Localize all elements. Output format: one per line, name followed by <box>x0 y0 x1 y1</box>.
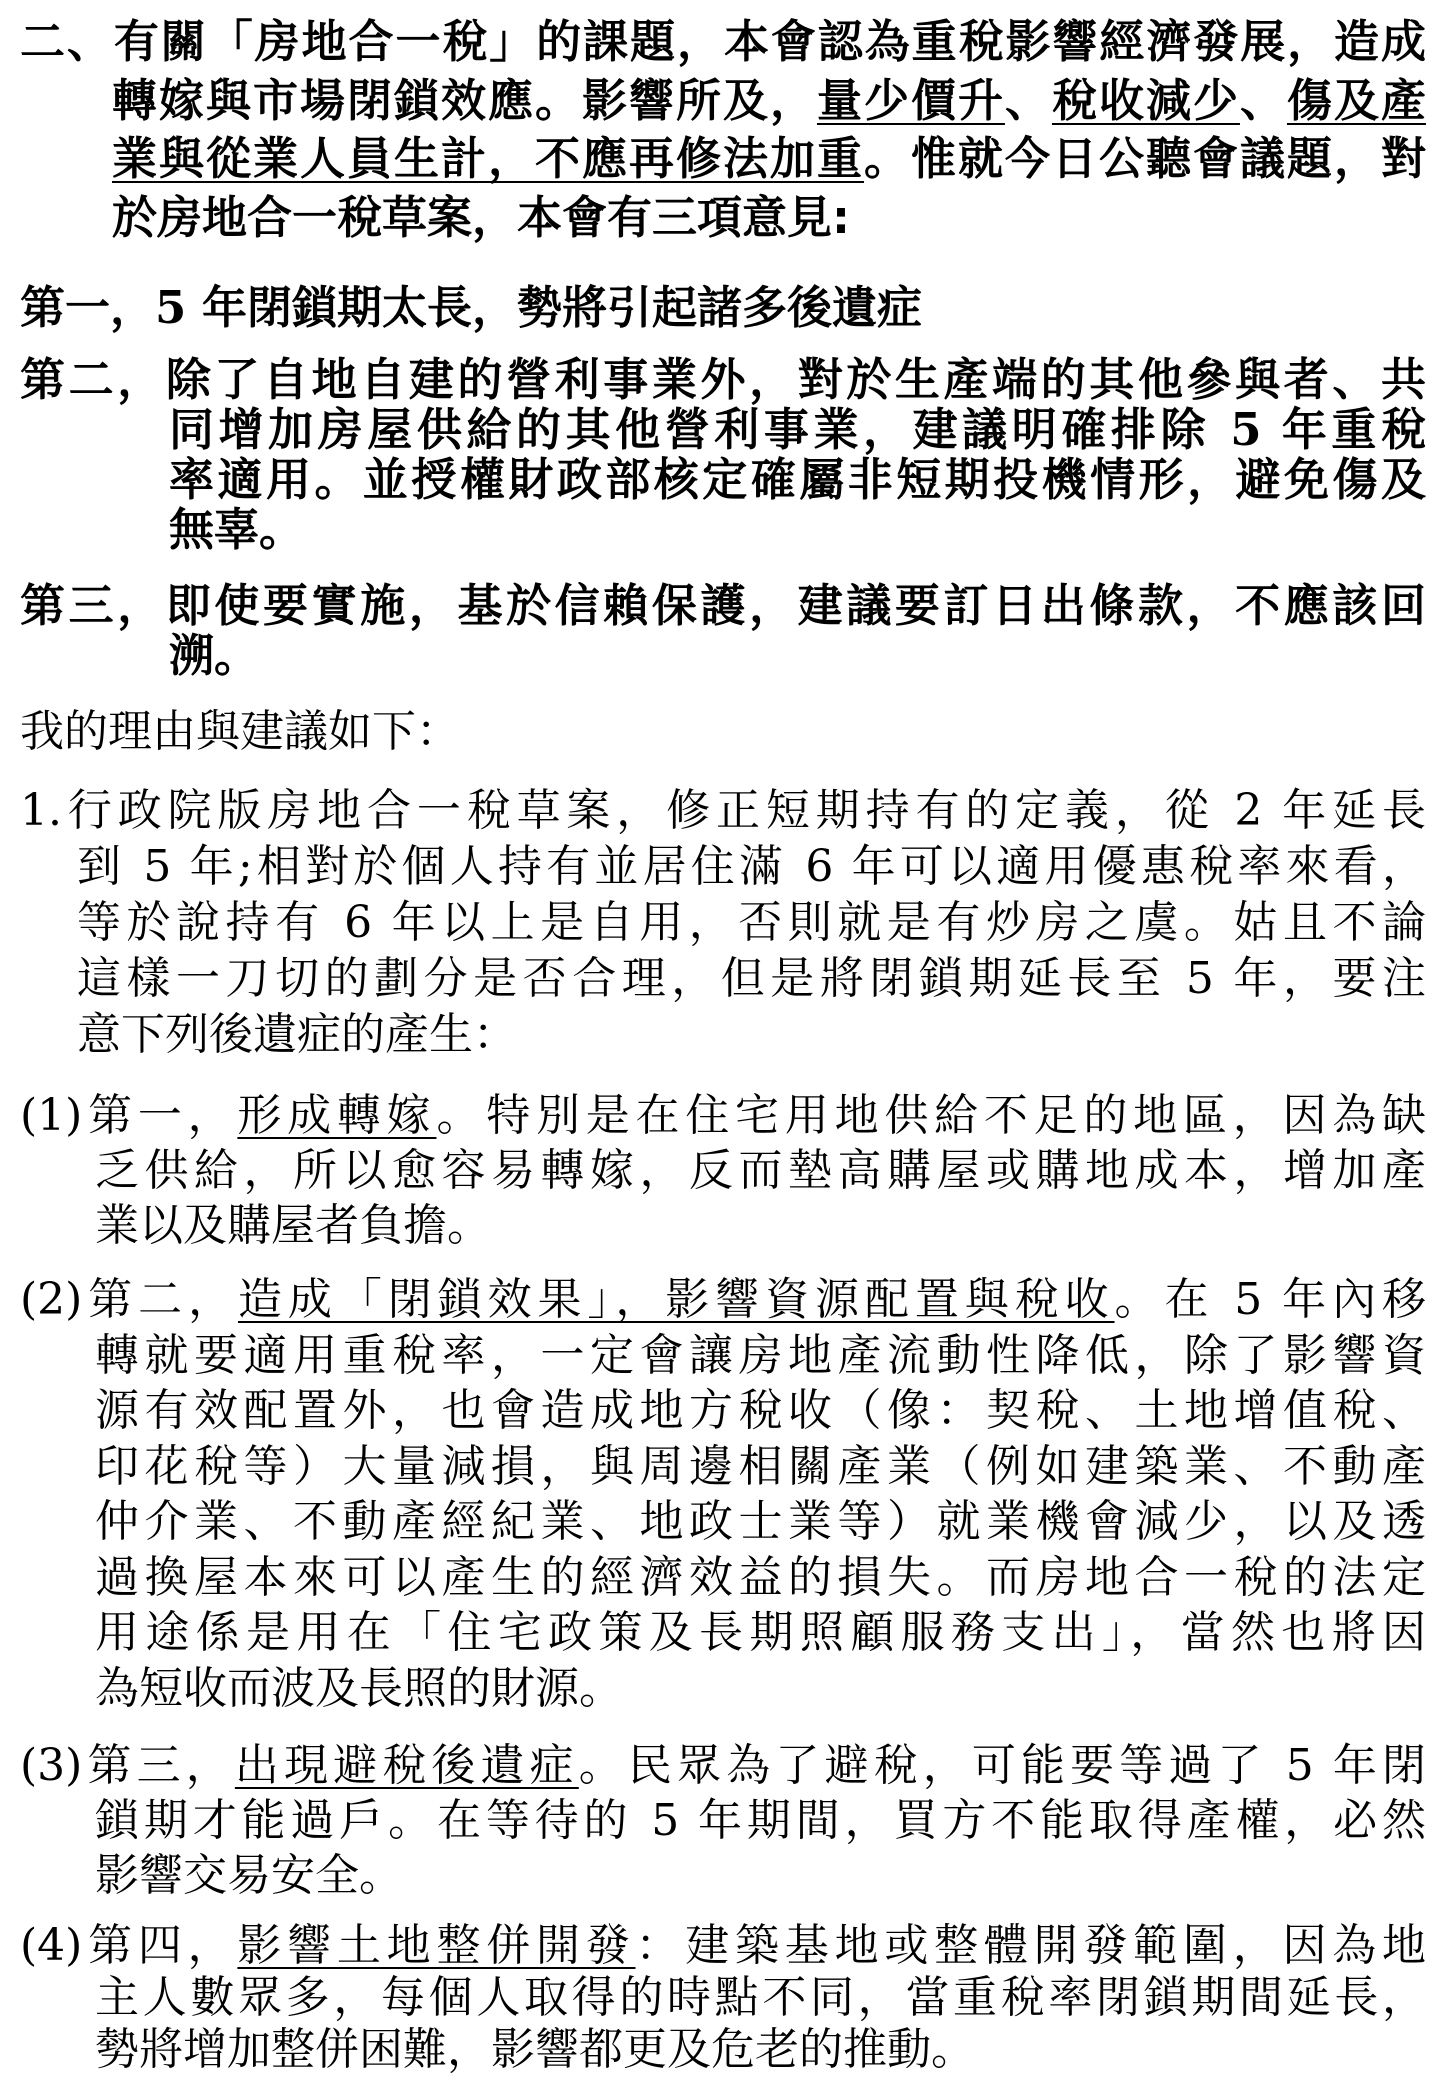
text-line <box>20 1738 1426 1793</box>
text-line <box>20 405 1426 455</box>
underlined-phrase: 影響土地整併開發 <box>237 1920 636 1971</box>
sub-point-four <box>20 1920 1426 2076</box>
text-line <box>20 783 1426 839</box>
text-segment: 過換屋本來可以產生的經濟效益的損失。而房地合一稅的法定 <box>95 1551 1426 1603</box>
section-two-intro <box>20 13 1426 247</box>
text-segment: 溯。 <box>169 629 260 682</box>
text-line <box>20 455 1426 505</box>
sub-point-three <box>20 1738 1426 1903</box>
text-segment: 於房地合一稅草案，本會有三項意見: <box>112 190 850 244</box>
underlined-phrase: 出現避稅後遺症 <box>234 1740 579 1791</box>
text-segment: 印花稅等）大量減損，與周邊相關產業（例如建築業、不動產 <box>95 1440 1426 1492</box>
text-segment: 、 <box>1004 73 1052 127</box>
text-segment: 。特別是在住宅用地供給不足的地區，因為缺 <box>436 1090 1426 1141</box>
opinion-two <box>20 355 1426 555</box>
text-line <box>20 1550 1426 1606</box>
text-segment: 乏供給，所以愈容易轉嫁，反而墊高購屋或購地成本，增加產 <box>95 1145 1426 1196</box>
reasons-heading <box>20 707 1426 757</box>
text-segment: 轉嫁與市場閉鎖效應。影響所及， <box>112 73 817 127</box>
text-line <box>20 839 1426 895</box>
text-segment: 為短收而波及長照的財源。 <box>95 1662 623 1714</box>
text-line <box>20 1198 1426 1253</box>
text-line <box>20 1007 1426 1063</box>
text-segment: (1)第一， <box>20 1090 238 1141</box>
text-line <box>20 13 1426 72</box>
text-segment: 用途係是用在「住宅政策及長期照顧服務支出」，當然也將因 <box>95 1607 1426 1658</box>
opinion-one <box>20 283 1426 333</box>
text-segment: 主人數眾多，每個人取得的時點不同，當重稅率閉鎖期間延長， <box>95 1972 1426 2023</box>
text-segment: 。在 5 年內移 <box>1114 1274 1427 1325</box>
text-segment: 。惟就今日公聽會議題，對 <box>863 132 1426 185</box>
text-segment: ：建築基地或整體開發範圍，因為地 <box>635 1920 1426 1971</box>
text-line <box>20 895 1426 951</box>
text-line <box>20 1661 1426 1717</box>
text-segment: 轉就要適用重稅率，一定會讓房地產流動性降低，除了影響資 <box>95 1329 1426 1381</box>
text-segment: 鎖期才能過戶。在等待的 5 年期間，買方不能取得產權，必然 <box>95 1795 1426 1846</box>
text-line <box>20 1848 1426 1903</box>
point-one <box>20 783 1426 1063</box>
text-segment: 。民眾為了避稅，可能要等過了 5 年閉 <box>578 1740 1427 1791</box>
underlined-phrase: 量少價升 <box>816 73 1005 127</box>
underlined-phrase: 傷及產 <box>1286 73 1426 127</box>
text-line <box>20 505 1426 555</box>
underlined-phrase: 稅收減少 <box>1051 73 1240 127</box>
text-segment: (4)第四， <box>20 1920 238 1971</box>
text-segment: 二、有關「房地合一稅」的課題，本會認為重稅影響經濟發展，造成 <box>20 15 1426 68</box>
text-segment: (2)第二， <box>20 1274 238 1325</box>
text-segment: 影響交易安全。 <box>95 1850 403 1901</box>
text-line <box>20 283 1426 333</box>
text-segment: 無辜。 <box>169 503 305 556</box>
text-segment: 到 5 年;相對於個人持有並居住滿 6 年可以適用優惠稅率來看， <box>77 841 1426 892</box>
text-line <box>20 707 1426 757</box>
text-line <box>20 189 1426 248</box>
text-line <box>20 1972 1426 2024</box>
text-segment: 第一，5 年閉鎖期太長，勢將引起諸多後遺症 <box>20 281 922 334</box>
sub-point-two <box>20 1272 1426 1716</box>
text-segment: 意下列後遺症的產生： <box>77 1009 517 1060</box>
text-line <box>20 581 1426 631</box>
text-line <box>20 1494 1426 1550</box>
text-segment: 這樣一刀切的劃分是否合理，但是將閉鎖期延長至 5 年，要注 <box>77 953 1426 1004</box>
text-segment: 業以及購屋者負擔。 <box>95 1200 491 1251</box>
text-segment: 1.行政院版房地合一稅草案，修正短期持有的定義，從 2 年延長 <box>20 785 1426 836</box>
text-segment: 等於說持有 6 年以上是自用，否則就是有炒房之虞。姑且不論 <box>77 897 1426 948</box>
text-line <box>20 1088 1426 1143</box>
text-segment: 率適用。並授權財政部核定確屬非短期投機情形，避免傷及 <box>169 453 1426 506</box>
text-line <box>20 1439 1426 1495</box>
text-segment: 仲介業、不動產經紀業、地政士業等）就業機會減少，以及透 <box>95 1496 1426 1547</box>
text-line <box>20 2024 1426 2076</box>
text-segment: 勢將增加整併困難，影響都更及危老的推動。 <box>95 2024 975 2075</box>
text-segment: 第三，即使要實施，基於信賴保護，建議要訂日出條款，不應該回 <box>20 579 1426 632</box>
text-line <box>20 355 1426 405</box>
text-line <box>20 1793 1426 1848</box>
text-line <box>20 1920 1426 1972</box>
text-segment: 、 <box>1239 73 1287 127</box>
opinion-three <box>20 581 1426 681</box>
text-line <box>20 72 1426 131</box>
text-line <box>20 130 1426 189</box>
text-line <box>20 1272 1426 1328</box>
text-line <box>20 1328 1426 1384</box>
text-line <box>20 1143 1426 1198</box>
text-line <box>20 1383 1426 1439</box>
text-line <box>20 1605 1426 1661</box>
text-segment: 我的理由與建議如下： <box>20 706 460 757</box>
underlined-phrase: 造成「閉鎖效果」，影響資源配置與稅收 <box>238 1274 1115 1325</box>
text-segment: 第二，除了自地自建的營利事業外，對於生產端的其他參與者、共 <box>20 353 1426 406</box>
underlined-phrase: 業與從業人員生計，不應再修法加重 <box>112 132 864 185</box>
text-segment: 源有效配置外，也會造成地方稅收（像：契稅、土地增值稅、 <box>95 1385 1426 1436</box>
text-line <box>20 951 1426 1007</box>
text-segment: 同增加房屋供給的其他營利事業，建議明確排除 5 年重稅 <box>169 403 1426 456</box>
sub-point-one <box>20 1088 1426 1253</box>
text-segment: (3)第三， <box>20 1740 235 1791</box>
underlined-phrase: 形成轉嫁 <box>237 1090 437 1141</box>
text-line <box>20 631 1426 681</box>
